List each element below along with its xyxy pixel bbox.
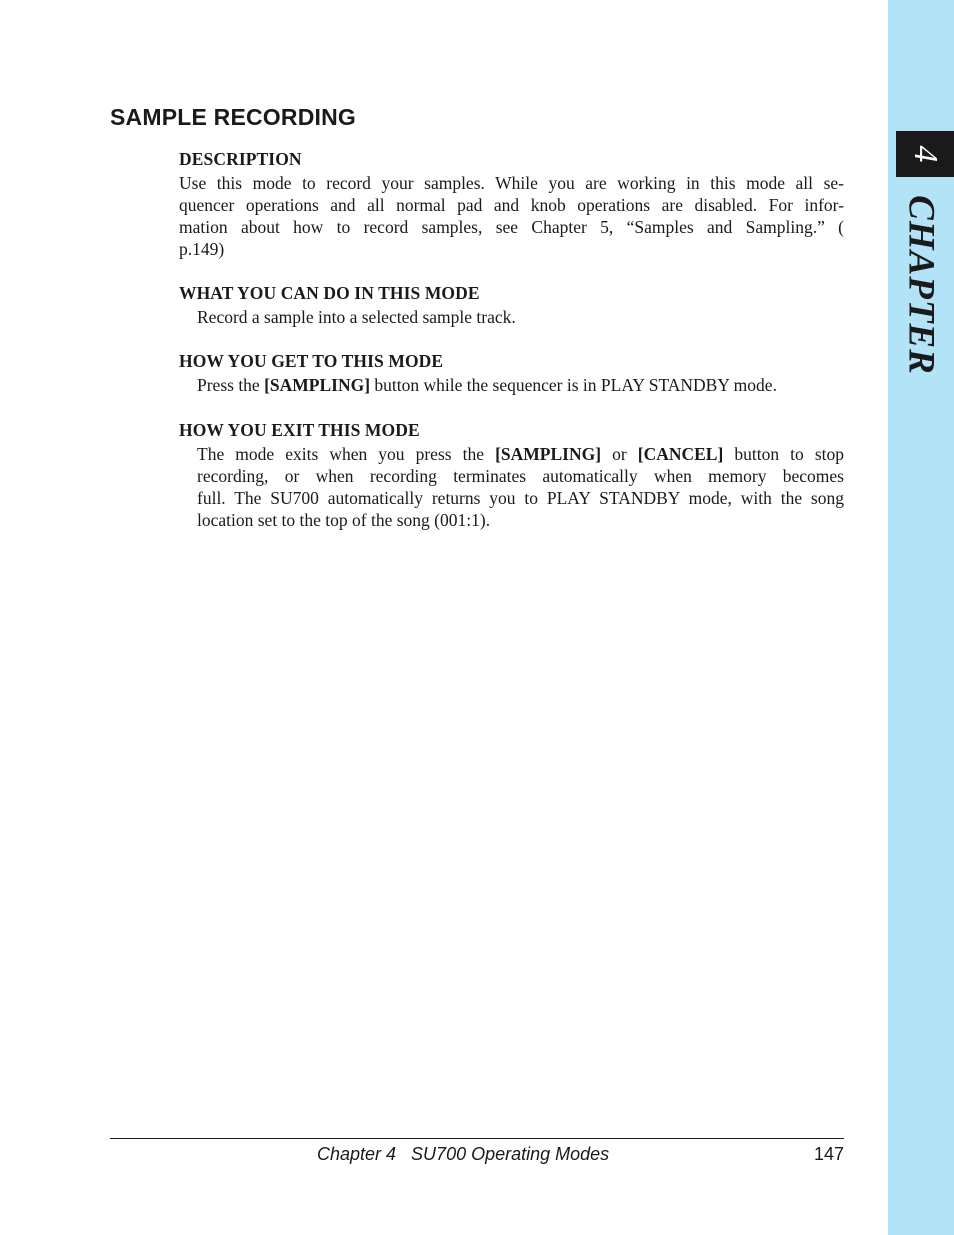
what-heading: WHAT YOU CAN DO IN THIS MODE <box>179 283 480 303</box>
get-line <box>197 374 844 396</box>
chapter-side-band <box>888 0 954 1235</box>
description-line: Use this mode to record your samples. While you are working in this mode all se- <box>179 173 844 193</box>
exit-paragraph <box>197 443 844 531</box>
chapter-number: 4 <box>907 145 944 163</box>
chapter-label: CHAPTER <box>900 195 942 375</box>
exit-heading: HOW YOU EXIT THIS MODE <box>179 420 420 440</box>
what-line: Record a sample into a selected sample track. <box>197 307 516 327</box>
exit-line: location set to the top of the song (001:1). <box>197 510 491 530</box>
exit-line: recording, or when recording terminates automatically when memory becomes <box>197 466 844 486</box>
get-post: button while the sequencer is in PLAY STANDBY mode. <box>370 375 777 395</box>
section-title: SAMPLE RECORDING <box>110 104 356 130</box>
get-pre: Press the <box>197 375 265 395</box>
description-line: mation about how to record samples, see Chapter 5, “Samples and Sampling.” ( <box>179 217 844 237</box>
description-line: quencer operations and all normal pad and knob operations are disabled. For infor- <box>179 195 844 215</box>
description-heading: DESCRIPTION <box>179 149 302 169</box>
footer-rule <box>110 1138 844 1139</box>
exit-line: full. The SU700 automatically returns you to PLAY STANDBY mode, with the song <box>197 488 844 508</box>
description-line: p.149) <box>179 239 225 259</box>
exit-pre: The mode exits when you press the <box>197 444 496 464</box>
chapter-number-tab <box>896 131 954 177</box>
description-paragraph <box>179 172 844 260</box>
exit-post: button to stop <box>723 444 845 464</box>
sampling-button-ref: [SAMPLING] <box>495 444 602 464</box>
get-heading: HOW YOU GET TO THIS MODE <box>179 351 444 371</box>
what-text <box>197 306 844 328</box>
sampling-button-ref: [SAMPLING] <box>264 375 371 395</box>
exit-line <box>197 443 844 465</box>
exit-mid: or <box>601 444 638 464</box>
get-text <box>197 374 844 396</box>
cancel-button-ref: [CANCEL] <box>637 444 724 464</box>
footer-chapter-title: Chapter 4 SU700 Operating Modes <box>317 1144 610 1164</box>
page-number: 147 <box>813 1144 844 1164</box>
